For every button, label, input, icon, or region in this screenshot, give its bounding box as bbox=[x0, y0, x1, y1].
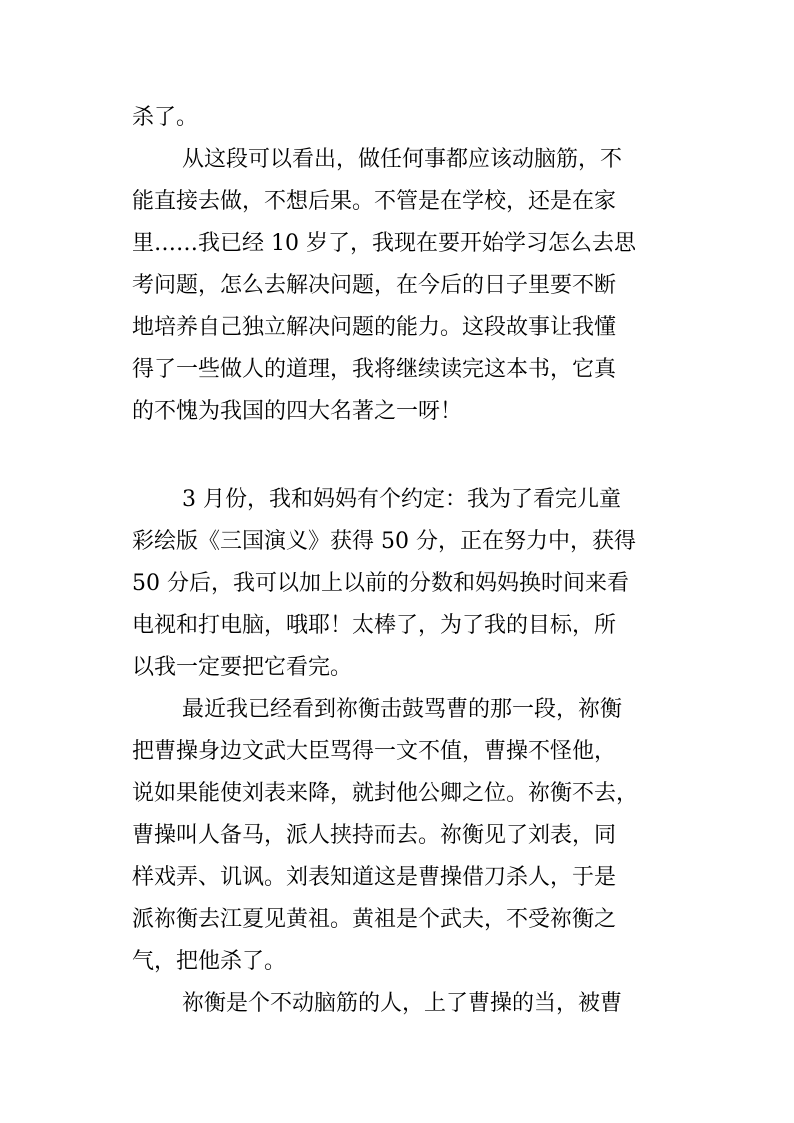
text-line-11: 50 分后，我可以加上以前的分数和妈妈换时间来看 bbox=[132, 571, 629, 596]
text-line-13: 以我一定要把它看完。 bbox=[132, 655, 353, 680]
text-line-18: 样戏弄、讥讽。刘表知道这是曹操借刀杀人，于是 bbox=[132, 865, 617, 890]
text-line-5: 考问题，怎么去解决问题，在今后的日子里要不断 bbox=[132, 273, 617, 298]
text-line-8: 的不愧为我国的四大名著之一呀！ bbox=[132, 399, 463, 424]
text-line-17: 曹操叫人备马，派人挟持而去。祢衡见了刘表，同 bbox=[132, 823, 617, 848]
text-line-20: 气，把他杀了。 bbox=[132, 949, 287, 974]
text-line-4: 里……我已经 10 岁了，我现在要开始学习怎么去思 bbox=[132, 231, 636, 256]
text-line-16: 说如果能使刘表来降，就封他公卿之位。祢衡不去， bbox=[132, 781, 639, 806]
text-line-12: 电视和打电脑，哦耶！太棒了，为了我的目标，所 bbox=[132, 613, 617, 638]
paragraph-start-line: 从这段可以看出，做任何事都应该动脑筋，不 bbox=[182, 147, 623, 172]
text-line-15: 把曹操身边文武大臣骂得一文不值，曹操不怪他， bbox=[132, 739, 617, 764]
text-line-10: 彩绘版《三国演义》获得 50 分，正在努力中，获得 bbox=[132, 529, 636, 554]
paragraph-start-line: 最近我已经看到祢衡击鼓骂曹的那一段，祢衡 bbox=[182, 697, 623, 722]
text-line-3: 能直接去做，不想后果。不管是在学校，还是在家 bbox=[132, 189, 617, 214]
paragraph-start-line: 祢衡是个不动脑筋的人，上了曹操的当，被曹 bbox=[182, 991, 623, 1016]
paragraph-start-line: 3 月份，我和妈妈有个约定：我为了看完儿童 bbox=[182, 487, 621, 512]
text-line-7: 得了一些做人的道理，我将继续读完这本书，它真 bbox=[132, 357, 617, 382]
text-line-6: 地培养自己独立解决问题的能力。这段故事让我懂 bbox=[132, 315, 617, 340]
text-line-1: 杀了。 bbox=[132, 105, 199, 130]
text-line-19: 派祢衡去江夏见黄祖。黄祖是个武夫，不受祢衡之 bbox=[132, 907, 617, 932]
